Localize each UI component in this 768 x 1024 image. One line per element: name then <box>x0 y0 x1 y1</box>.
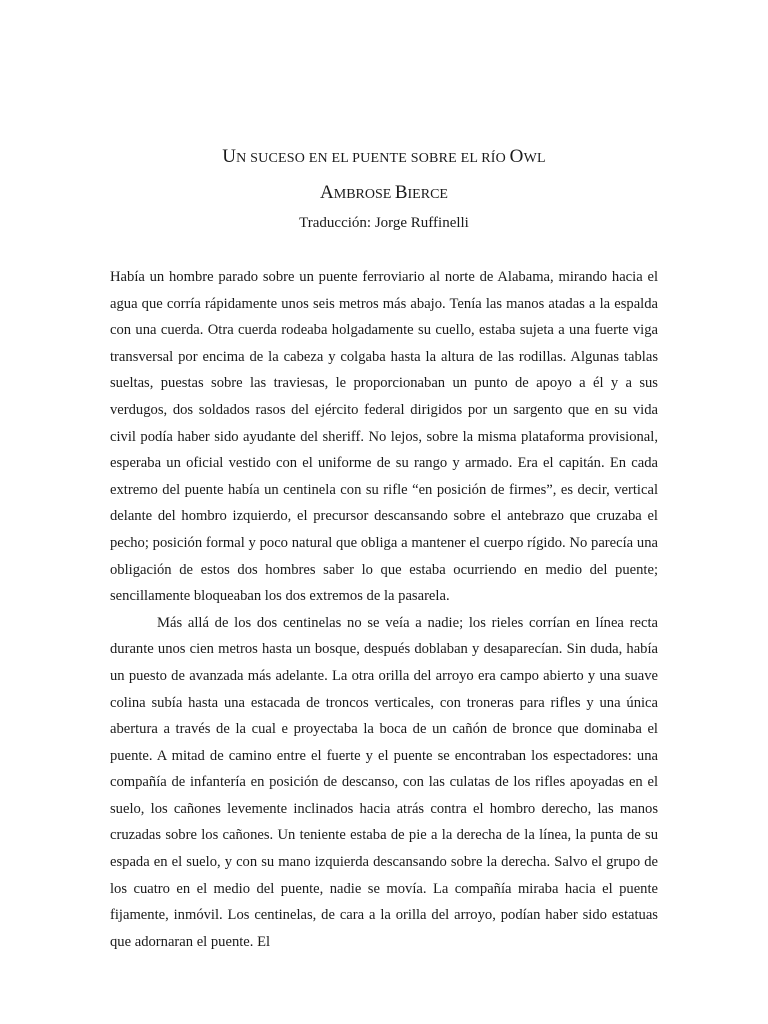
author-name <box>0 180 768 208</box>
title-text-1: N SUCESO EN EL PUENTE SOBRE EL RÍO <box>236 151 510 166</box>
author-initial-2: B <box>394 182 408 203</box>
page-title <box>0 144 768 172</box>
author-text-1: MBROSE <box>333 187 395 202</box>
translator-credit: Traducción: Jorge Ruffinelli <box>299 215 469 231</box>
paragraph: Había un hombre parado sobre un puente ferroviario al norte de Alabama, mirando hacia el agua que corría rápidamente unos seis metros más abajo. Tenía las manos atadas a la espalda con una cuerda. Otra cuerda rodeaba holgadamente su cuello, estaba sujeta a una fuerte viga transversal por encima de la cabeza y colgaba hasta la altura de las rodillas. Algunas tablas sueltas, puestas sobre las traviesas, le proporcionaban un punto de apoyo a él y a sus verdugos, dos soldados rasos del ejército federal dirigidos por un sargento que en su vida civil podía haber sido ayudante del sheriff. No lejos, sobre la misma plataforma provisional, esperaba un oficial vestido con el uniforme de su rango y armado. Era el capitán. En cada extremo del puente había un centinela con su rifle “en posición de firmes”, es decir, vertical delante del hombro izquierdo, el precursor descansando sobre el antebrazo que cruzaba el pecho; posición formal y poco natural que obliga a mantener el cuerpo rígido. No parecía una obligación de estos dos hombres saber lo que estaba ocurriendo en medio del puente; sencillamente bloqueaban los dos extremos de la pasarela. <box>110 269 658 605</box>
title-initial-1: U <box>222 146 237 167</box>
title-initial-2: O <box>509 146 524 167</box>
paragraph: Más allá de los dos centinelas no se veía a nadie; los rieles corrían en línea recta durante unos cien metros hasta un bosque, después doblaban y desaparecían. Sin duda, había un puesto de avanzada más adelante. La otra orilla del arroyo era campo abierto y una suave colina subía hasta una estacada de troncos verticales, con troneras para rifles y una única abertura a través de la cual e proyectaba la boca de un cañón de bronce que dominaba el puente. A mitad de camino entre el fuerte y el puente se encontraban los espectadores: una compañía de infantería en posición de descanso, con las culatas de los rifles apoyadas en el suelo, los cañones levemente inclinados hacia atrás contra el hombro derecho, las manos cruzadas sobre los cañones. Un teniente estaba de pie a la derecha de la línea, la punta de su espada en el suelo, y con su mano izquierda descansando sobre la derecha. Salvo el grupo de los cuatro en el medio del puente, nadie se movía. La compañía miraba hacia el puente fijamente, inmóvil. Los centinelas, de cara a la orilla del arroyo, podían haber sido estatuas que adornaran el puente. El <box>110 614 658 950</box>
author-text-2: IERCE <box>407 187 448 202</box>
title-text-2: WL <box>523 151 546 166</box>
body-text <box>110 264 658 955</box>
author-initial-1: A <box>320 182 334 203</box>
